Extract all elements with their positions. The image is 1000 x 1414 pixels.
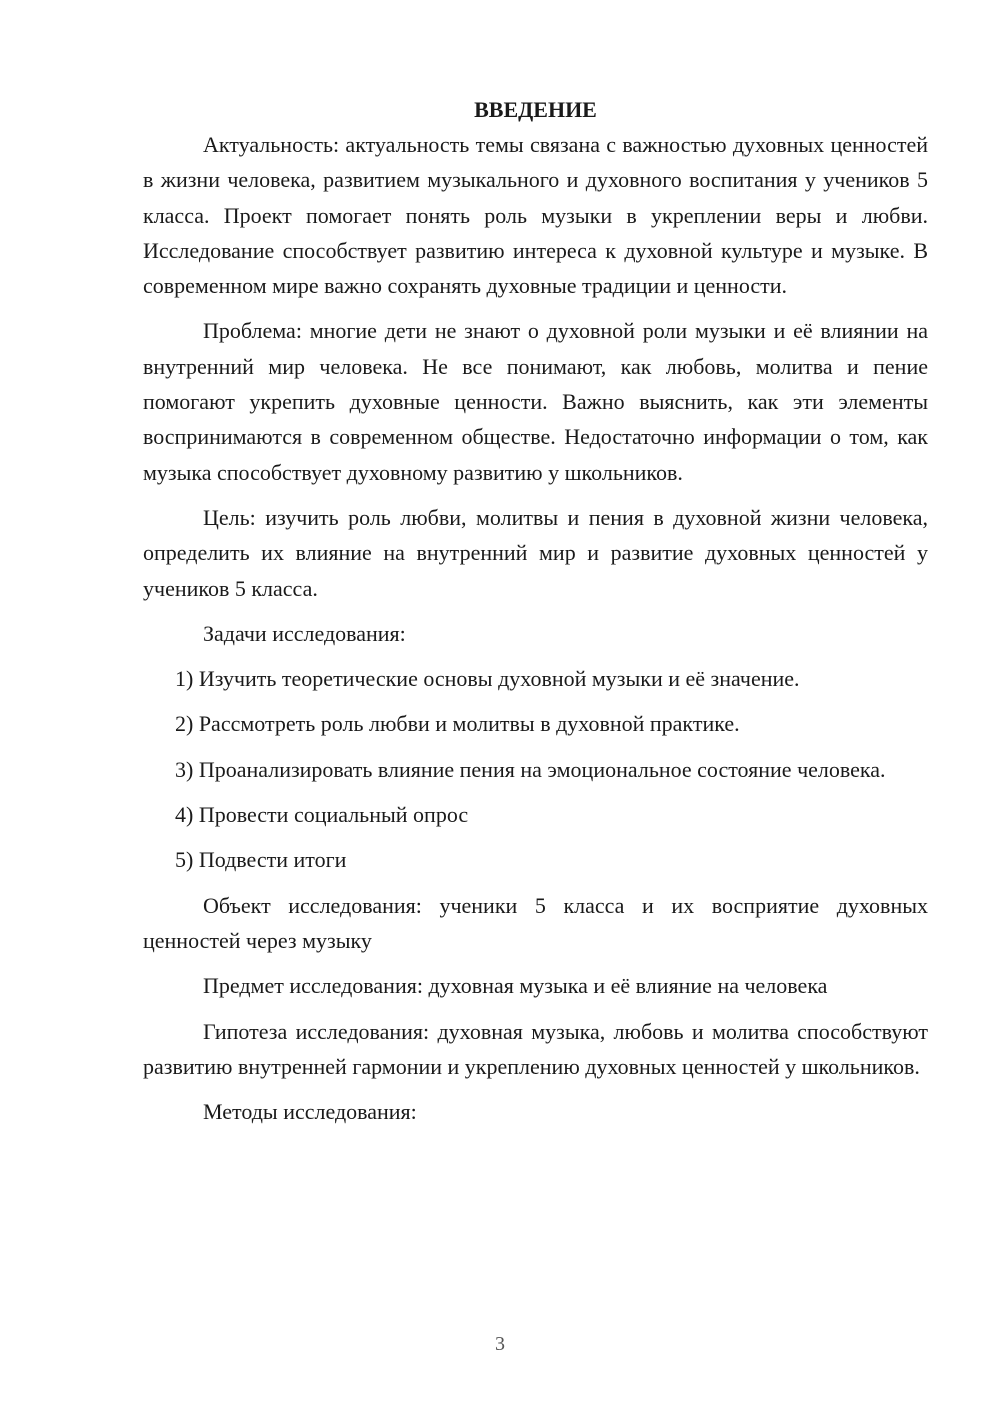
task-item-5: 5) Подвести итоги bbox=[175, 847, 347, 873]
methods-title: Методы исследования: bbox=[203, 1099, 417, 1125]
object-paragraph: Объект исследования: ученики 5 класса и их восприятие духовных ценностей через музыку bbox=[143, 892, 928, 953]
problem-paragraph: Проблема: многие дети не знают о духовной роли музыки и её влиянии на внутренний мир человека. Не все понимают, как любовь, молитва и пение помогают укрепить духовные ценности. Важно выяснить, как эти элементы воспринимаются в современном обществе. Недостаточно информации о том, как музыка способствует духовному развитию у школьников. bbox=[143, 318, 928, 485]
document-page bbox=[143, 92, 928, 1139]
task-item-2: 2) Рассмотреть роль любви и молитвы в духовной практике. bbox=[175, 711, 740, 737]
task-item-1: 1) Изучить теоретические основы духовной музыки и её значение. bbox=[175, 666, 800, 692]
subject-paragraph: Предмет исследования: духовная музыка и её влияние на человека bbox=[203, 973, 828, 999]
page-number: 3 bbox=[495, 1333, 505, 1355]
hypothesis-paragraph: Гипотеза исследования: духовная музыка, любовь и молитва способствуют развитию внутренней гармонии и укреплению духовных ценностей у школьников. bbox=[143, 1018, 928, 1079]
tasks-title: Задачи исследования: bbox=[203, 620, 406, 646]
page-title: ВВЕДЕНИЕ bbox=[474, 97, 597, 122]
relevance-paragraph: Актуальность: актуальность темы связана с важностью духовных ценностей в жизни человека, развитием музыкального и духовного воспитания у учеников 5 класса. Проект помогает понять роль музыки в укреплении веры и любви. Исследование способствует развитию интереса к духовной культуре и музыке. В современном мире важно сохранять духовные традиции и ценности. bbox=[143, 132, 928, 299]
goal-paragraph: Цель: изучить роль любви, молитвы и пения в духовной жизни человека, определить их влияние на внутренний мир и развитие духовных ценностей у учеников 5 класса. bbox=[143, 504, 928, 601]
task-item-4: 4) Провести социальный опрос bbox=[175, 802, 469, 828]
task-item-3: 3) Проанализировать влияние пения на эмоциональное состояние человека. bbox=[175, 756, 886, 782]
